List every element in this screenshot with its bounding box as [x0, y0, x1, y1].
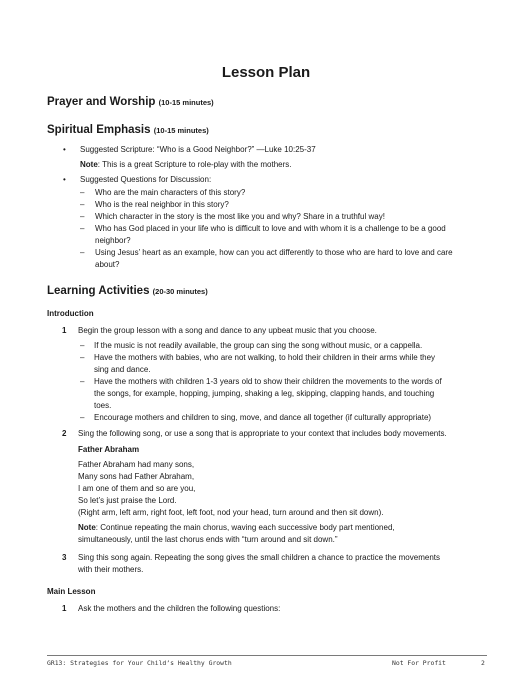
- song-line: I am one of them and so are you,: [78, 484, 196, 493]
- song-line: So let’s just praise the Lord.: [78, 496, 177, 505]
- prayer-heading-text: Prayer and Worship: [47, 96, 156, 108]
- step-1-sub: Encourage mothers and children to sing, move, and dance all together (if culturally appropriate): [94, 413, 432, 422]
- step-number: 2: [62, 429, 67, 438]
- question-item: Which character in the story is the most like you and why? Share in a truthful way!: [95, 212, 385, 221]
- step-1-sub: If the music is not readily available, the group can sing the song without music, or a cappella.: [94, 341, 423, 350]
- step-1-text: Begin the group lesson with a song and dance to any upbeat music that you choose.: [78, 326, 377, 335]
- dash-marker: –: [80, 212, 85, 221]
- step-number: 1: [62, 326, 67, 335]
- dash-marker: –: [80, 200, 85, 209]
- step-3-cont: with their mothers.: [78, 565, 144, 574]
- spiritual-duration: (10-15 minutes): [153, 126, 209, 135]
- dash-marker: –: [80, 248, 85, 257]
- song-line: Many sons had Father Abraham,: [78, 472, 195, 481]
- step-number: 1: [62, 604, 67, 613]
- bullet-dot: •: [63, 145, 66, 154]
- scripture-line: Suggested Scripture: “Who is a Good Neighbor?” —Luke 10:25-37: [80, 145, 316, 154]
- step-2-text: Sing the following song, or use a song that is appropriate to your context that includes body movements.: [78, 429, 447, 438]
- question-item: Using Jesus’ heart as an example, how can you act differently to those who are hard to love and care: [95, 248, 453, 257]
- learning-duration: (20-30 minutes): [152, 287, 208, 296]
- spiritual-heading-text: Spiritual Emphasis: [47, 124, 151, 136]
- step-1-sub-cont: the songs, for example, hopping, jumping, shaking a leg, skipping, clapping hands, and touching: [94, 389, 435, 398]
- main-lesson-heading: Main Lesson: [47, 587, 96, 596]
- step-1-sub: Have the mothers with children 1-3 years old to show their children the movements to the words of: [94, 377, 442, 386]
- main-step-1-text: Ask the mothers and the children the following questions:: [78, 604, 281, 613]
- spiritual-heading: [47, 124, 209, 136]
- dash-marker: –: [80, 413, 85, 422]
- dash-marker: –: [80, 224, 85, 233]
- dash-marker: –: [80, 353, 85, 362]
- question-item-cont: about?: [95, 260, 120, 269]
- song-title: Father Abraham: [78, 445, 140, 454]
- note-2-label: Note: [78, 523, 96, 532]
- question-item-cont: neighbor?: [95, 236, 131, 245]
- bullet-dot: •: [63, 175, 66, 184]
- song-line: Father Abraham had many sons,: [78, 460, 195, 469]
- prayer-duration: (10-15 minutes): [158, 98, 214, 107]
- prayer-heading: [47, 96, 214, 108]
- dash-marker: –: [80, 188, 85, 197]
- question-item: Who has God placed in your life who is difficult to love and with whom it is a challenge to be a good: [95, 224, 446, 233]
- note-2-cont: simultaneously, until the last chorus ends with “turn around and sit down.”: [78, 535, 338, 544]
- step-1-sub-cont: toes.: [94, 401, 112, 410]
- learning-heading-text: Learning Activities: [47, 285, 150, 297]
- step-number: 3: [62, 553, 67, 562]
- step-1-sub: Have the mothers with babies, who are not walking, to hold their children in their arms while they: [94, 353, 436, 362]
- learning-heading: [47, 285, 208, 297]
- questions-label: Suggested Questions for Discussion:: [80, 175, 212, 184]
- footer-divider: [47, 655, 487, 656]
- step-1-sub-cont: sing and dance.: [94, 365, 151, 374]
- song-actions: (Right arm, left arm, right foot, left foot, nod your head, turn around and then sit down).: [78, 508, 384, 517]
- footer-course-title: GR13: Strategies for Your Child’s Healthy Growth: [47, 659, 232, 667]
- note-2-text: : Continue repeating the main chorus, waving each successive body part mentioned,: [95, 523, 395, 532]
- page-title: Lesson Plan: [221, 64, 311, 81]
- question-item: Who are the main characters of this story?: [95, 188, 246, 197]
- footer-page-number: 2: [481, 659, 485, 667]
- note-text: : This is a great Scripture to role-play with the mothers.: [97, 160, 292, 169]
- introduction-heading: Introduction: [47, 309, 94, 318]
- dash-marker: –: [80, 377, 85, 386]
- note-line: [80, 160, 292, 170]
- note-label: Note: [80, 160, 98, 169]
- footer-not-for-profit: Not For Profit: [392, 659, 446, 667]
- dash-marker: –: [80, 341, 85, 350]
- question-item: Who is the real neighbor in this story?: [95, 200, 229, 209]
- note-2-line: [78, 523, 395, 533]
- step-3-text: Sing this song again. Repeating the song gives the small children a chance to practice the movements: [78, 553, 440, 562]
